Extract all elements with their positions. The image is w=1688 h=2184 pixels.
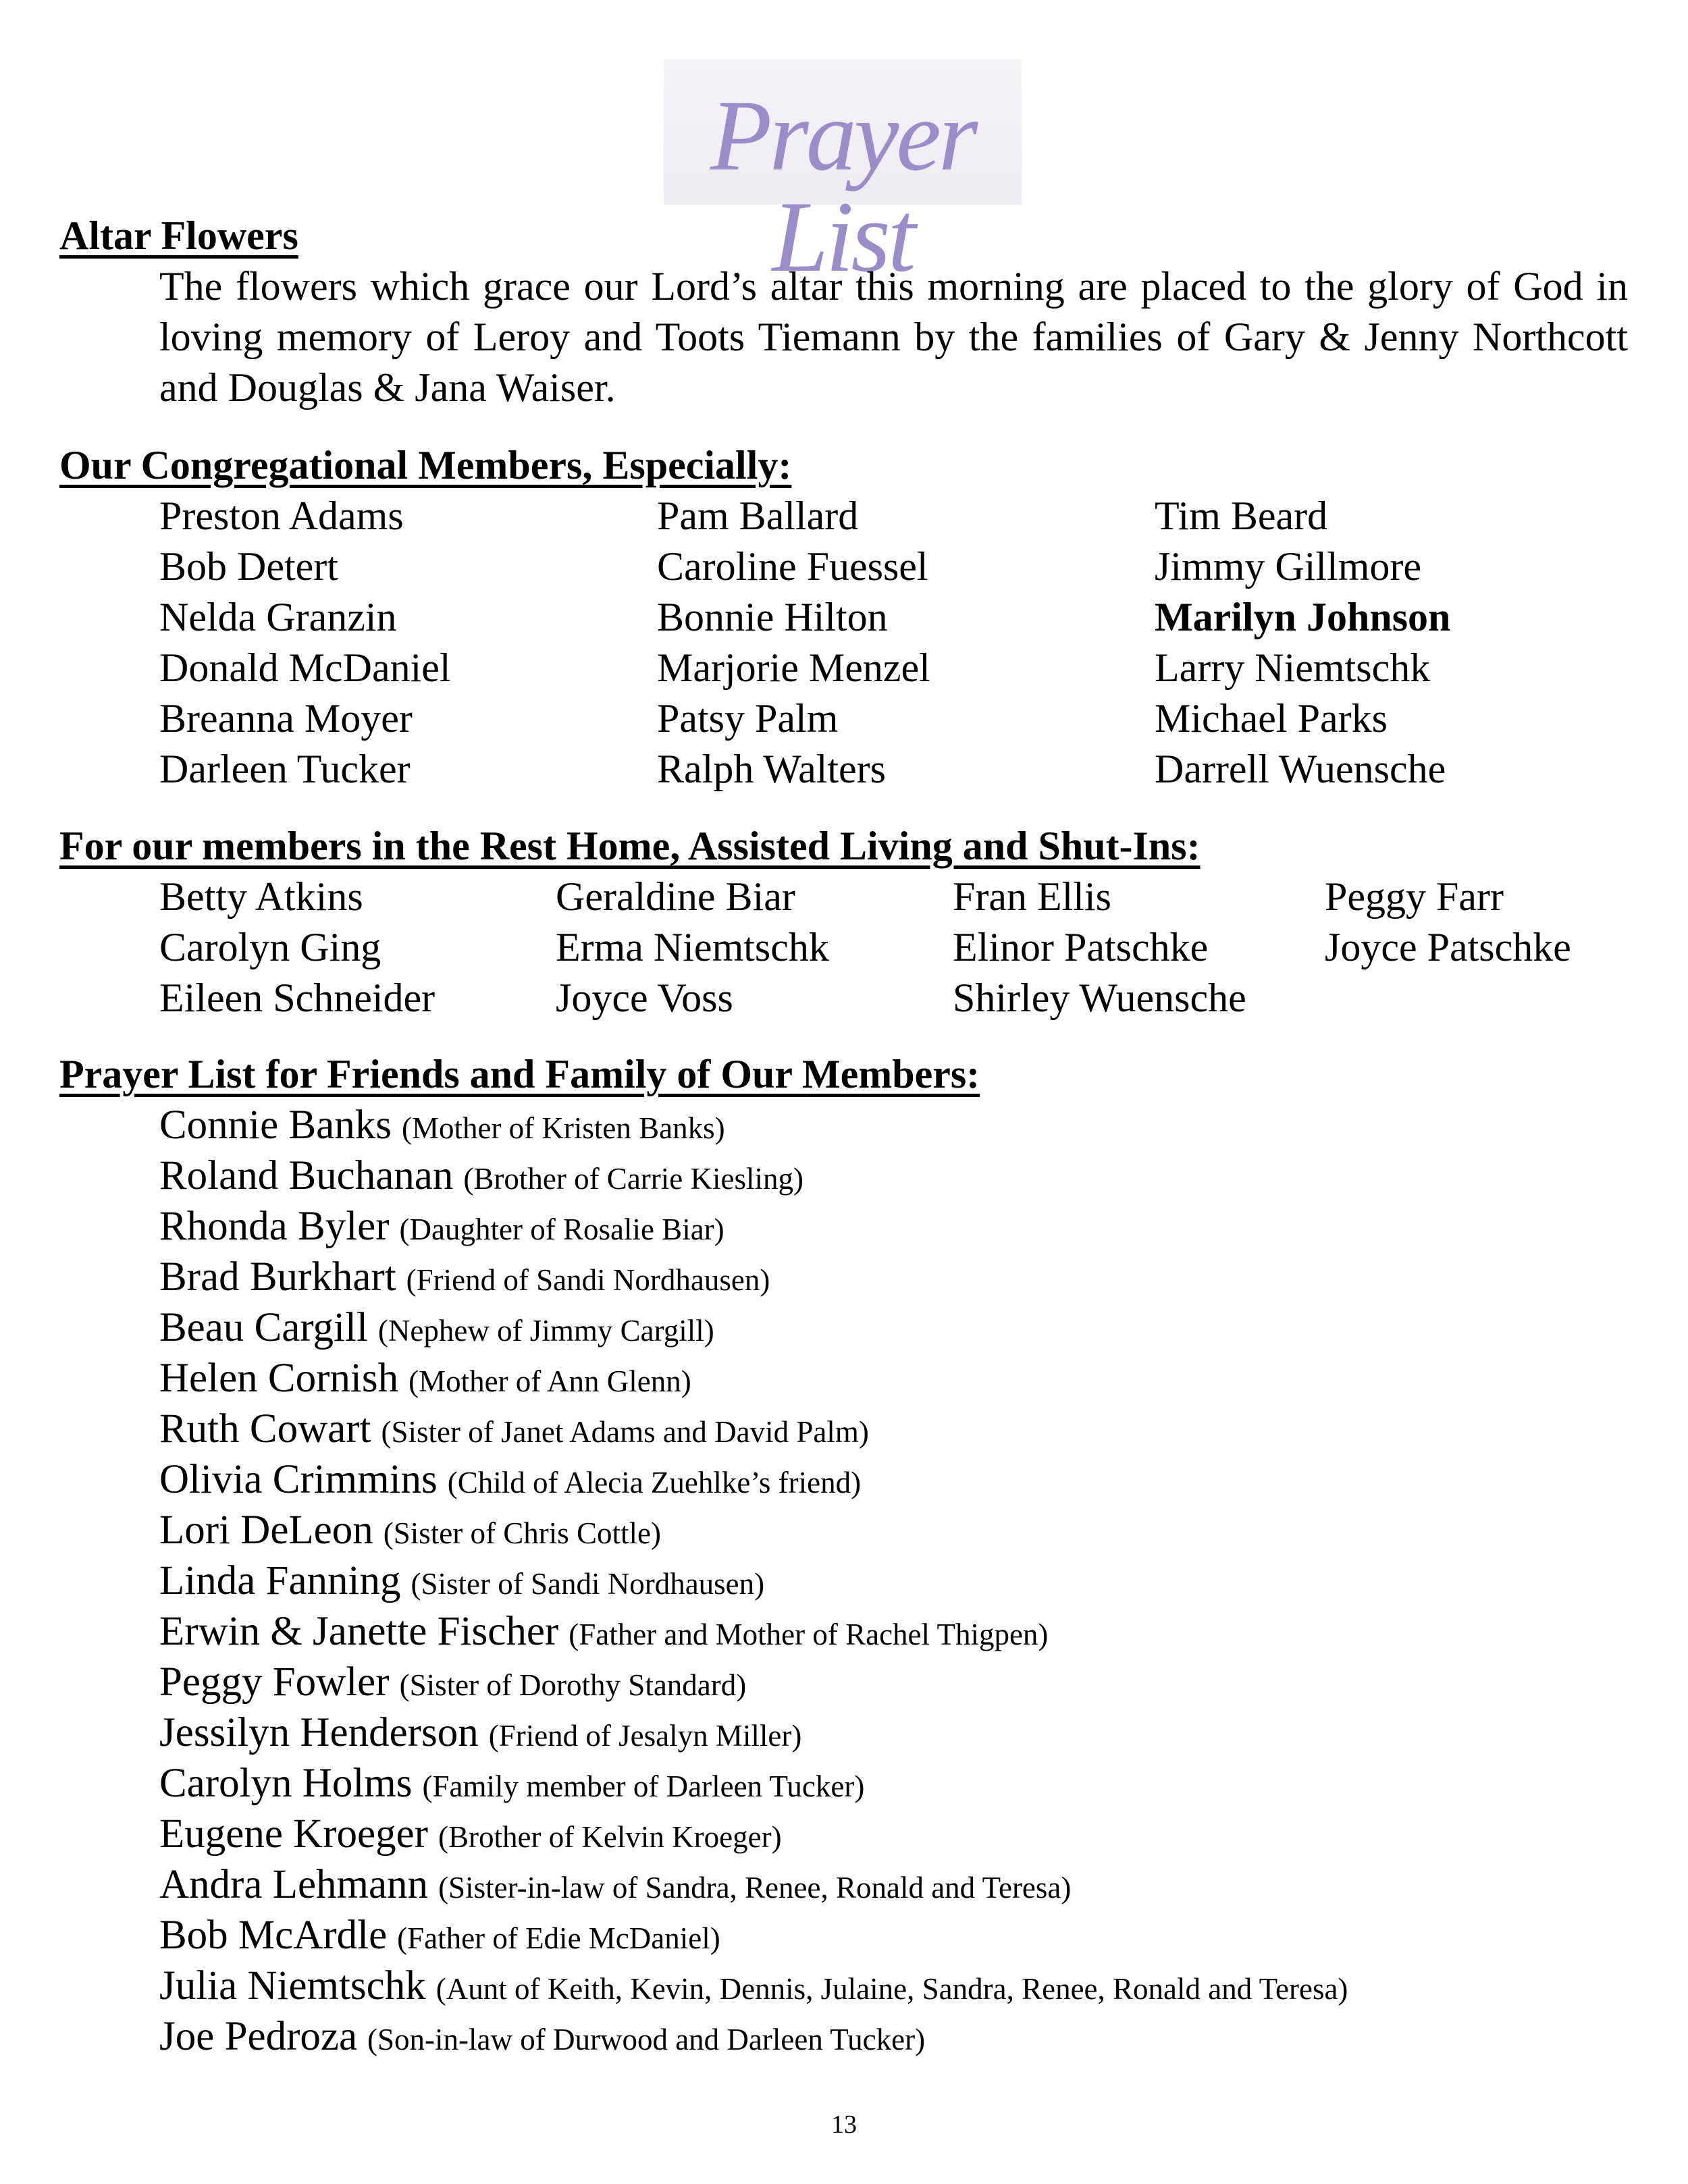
shut-in-name: Joyce Patschke bbox=[1325, 925, 1571, 969]
person-name: Erwin & Janette Fischer bbox=[159, 1609, 559, 1654]
member-name: Caroline Fuessel bbox=[657, 544, 928, 589]
person-name: Linda Fanning bbox=[159, 1558, 401, 1603]
list-item bbox=[159, 1353, 691, 1407]
relation-note: (Father of Edie McDaniel) bbox=[397, 1921, 720, 1955]
shut-in-name: Carolyn Ging bbox=[159, 925, 381, 969]
member-name: Breanna Moyer bbox=[159, 696, 413, 741]
rest-home-heading: For our members in the Rest Home, Assisted Living and Shut-Ins: bbox=[59, 824, 1201, 868]
logo-text: Prayer List bbox=[710, 80, 976, 293]
shut-in-name: Betty Atkins bbox=[159, 874, 363, 919]
altar-flowers-heading: Altar Flowers bbox=[59, 213, 298, 258]
person-name: Andra Lehmann bbox=[159, 1862, 429, 1907]
shut-in-name: Shirley Wuensche bbox=[953, 976, 1246, 1020]
person-name: Ruth Cowart bbox=[159, 1406, 371, 1451]
member-name: Darleen Tucker bbox=[159, 747, 411, 791]
list-item bbox=[159, 1201, 724, 1255]
person-name: Connie Banks bbox=[159, 1102, 392, 1148]
person-name: Rhonda Byler bbox=[159, 1204, 390, 1249]
prayer-list-logo bbox=[664, 59, 1022, 293]
congregation-heading: Our Congregational Members, Especially: bbox=[59, 443, 792, 487]
friends-family-heading: Prayer List for Friends and Family of Our Members: bbox=[59, 1052, 980, 1096]
list-item bbox=[159, 1454, 861, 1508]
relation-note: (Sister of Chris Cottle) bbox=[383, 1516, 661, 1550]
relation-note: (Mother of Ann Glenn) bbox=[408, 1364, 691, 1398]
shut-in-name: Joyce Voss bbox=[556, 976, 733, 1020]
list-item bbox=[159, 1809, 782, 1863]
person-name: Olivia Crimmins bbox=[159, 1457, 438, 1502]
person-name: Bob McArdle bbox=[159, 1913, 388, 1958]
list-item bbox=[159, 1859, 1071, 1913]
relation-note: (Friend of Sandi Nordhausen) bbox=[406, 1263, 770, 1297]
list-item bbox=[159, 1150, 803, 1204]
member-name: Donald McDaniel bbox=[159, 645, 451, 690]
page-number: 13 bbox=[831, 2110, 857, 2139]
relation-note: (Father and Mother of Rachel Thigpen) bbox=[569, 1618, 1049, 1651]
shut-in-name: Elinor Patschke bbox=[953, 925, 1209, 969]
relation-note: (Mother of Kristen Banks) bbox=[401, 1111, 725, 1145]
relation-note: (Daughter of Rosalie Biar) bbox=[399, 1213, 724, 1246]
relation-note: (Son-in-law of Durwood and Darleen Tucker) bbox=[367, 2023, 926, 2056]
member-name: Darrell Wuensche bbox=[1155, 747, 1446, 791]
list-item bbox=[159, 1606, 1048, 1660]
member-name: Patsy Palm bbox=[657, 696, 839, 741]
person-name: Helen Cornish bbox=[159, 1356, 399, 1401]
member-name: Bob Detert bbox=[159, 544, 338, 589]
relation-note: (Brother of Kelvin Kroeger) bbox=[438, 1820, 782, 1854]
person-name: Beau Cargill bbox=[159, 1305, 368, 1350]
relation-note: (Aunt of Keith, Kevin, Dennis, Julaine, Sandra, Renee, Ronald and Teresa) bbox=[436, 1972, 1348, 2006]
relation-note: (Sister-in-law of Sandra, Renee, Ronald and Teresa) bbox=[438, 1871, 1072, 1905]
relation-note: (Sister of Janet Adams and David Palm) bbox=[381, 1415, 869, 1449]
relation-note: (Family member of Darleen Tucker) bbox=[422, 1769, 865, 1803]
list-item bbox=[159, 1910, 720, 1964]
relation-note: (Brother of Carrie Kiesling) bbox=[463, 1162, 803, 1196]
list-item bbox=[159, 1100, 725, 1154]
member-name-highlighted: Marilyn Johnson bbox=[1155, 595, 1451, 639]
person-name: Peggy Fowler bbox=[159, 1659, 390, 1705]
list-item bbox=[159, 1404, 869, 1458]
member-name: Tim Beard bbox=[1155, 494, 1328, 538]
altar-flowers-text: The flowers which grace our Lord’s altar this morning are placed to the glory of God in loving memory of Leroy and Toots Tiemann by the families of Gary & Jenny Northcott and Douglas & Jana Waiser. bbox=[159, 264, 1628, 410]
list-item bbox=[159, 1555, 764, 1609]
person-name: Eugene Kroeger bbox=[159, 1811, 428, 1857]
member-name: Jimmy Gillmore bbox=[1155, 544, 1421, 589]
relation-note: (Nephew of Jimmy Cargill) bbox=[377, 1314, 714, 1348]
person-name: Jessilyn Henderson bbox=[159, 1710, 479, 1755]
member-name: Bonnie Hilton bbox=[657, 595, 888, 639]
person-name: Roland Buchanan bbox=[159, 1153, 454, 1198]
member-name: Larry Niemtschk bbox=[1155, 645, 1431, 690]
person-name: Joe Pedroza bbox=[159, 2014, 358, 2059]
list-item bbox=[159, 1505, 661, 1559]
list-item bbox=[159, 1707, 801, 1761]
list-item bbox=[159, 1252, 770, 1306]
member-name: Michael Parks bbox=[1155, 696, 1388, 741]
list-item bbox=[159, 1302, 714, 1356]
relation-note: (Sister of Dorothy Standard) bbox=[399, 1668, 747, 1702]
person-name: Julia Niemtschk bbox=[159, 1963, 426, 2008]
list-item bbox=[159, 2011, 925, 2065]
relation-note: (Child of Alecia Zuehlke’s friend) bbox=[447, 1466, 862, 1499]
list-item bbox=[159, 1758, 864, 1812]
shut-in-name: Erma Niemtschk bbox=[556, 925, 829, 969]
relation-note: (Sister of Sandi Nordhausen) bbox=[411, 1567, 765, 1601]
shut-in-name: Peggy Farr bbox=[1325, 874, 1504, 919]
person-name: Carolyn Holms bbox=[159, 1761, 413, 1806]
member-name: Ralph Walters bbox=[657, 747, 886, 791]
member-name: Pam Ballard bbox=[657, 494, 859, 538]
list-item bbox=[159, 1657, 746, 1711]
member-name: Preston Adams bbox=[159, 494, 404, 538]
shut-in-name: Geraldine Biar bbox=[556, 874, 795, 919]
person-name: Lori DeLeon bbox=[159, 1508, 373, 1553]
list-item bbox=[159, 1961, 1348, 2015]
member-name: Marjorie Menzel bbox=[657, 645, 930, 690]
shut-in-name: Fran Ellis bbox=[953, 874, 1111, 919]
shut-in-name: Eileen Schneider bbox=[159, 976, 436, 1020]
relation-note: (Friend of Jesalyn Miller) bbox=[488, 1719, 802, 1753]
member-name: Nelda Granzin bbox=[159, 595, 397, 639]
person-name: Brad Burkhart bbox=[159, 1254, 396, 1300]
